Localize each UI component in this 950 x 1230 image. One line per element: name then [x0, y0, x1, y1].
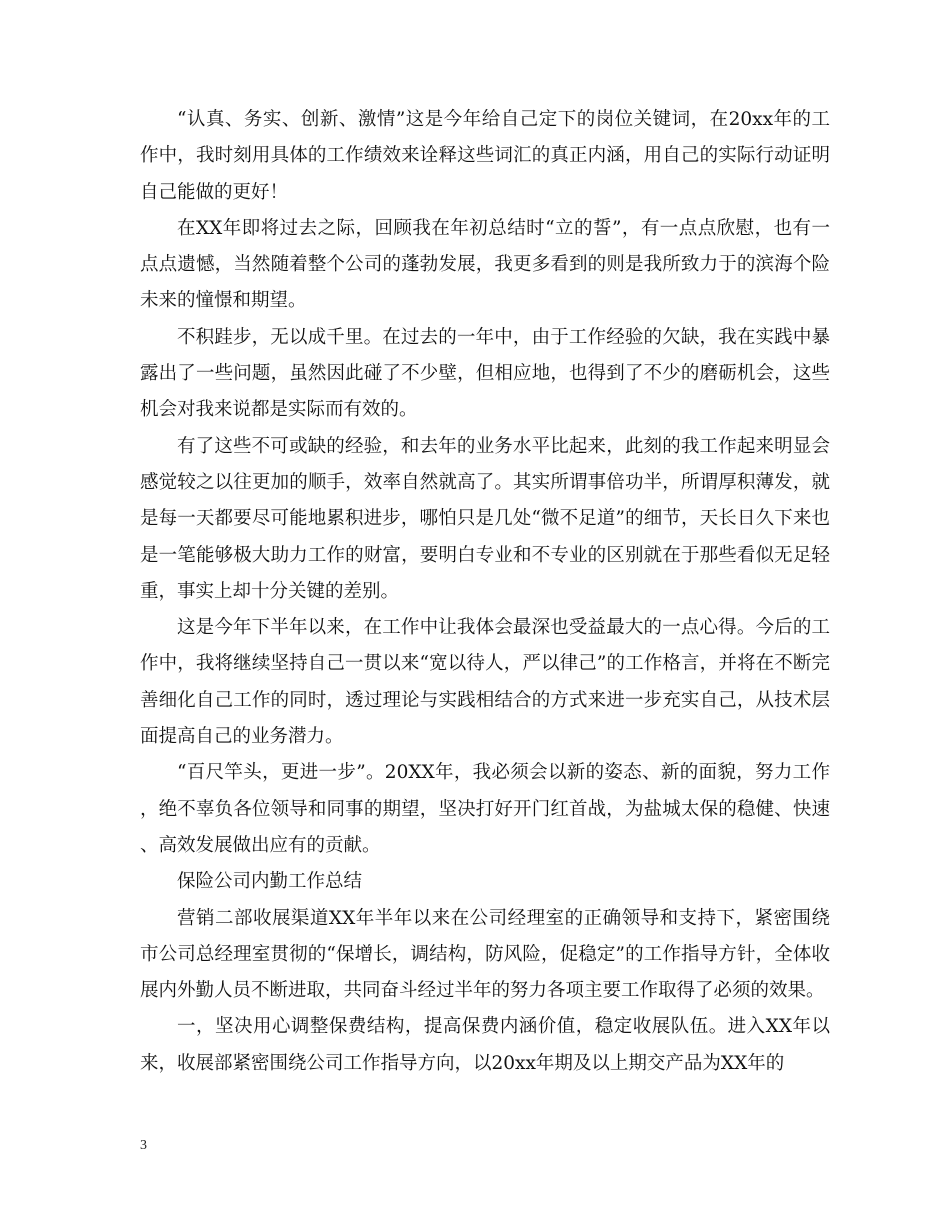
paragraph: 营销二部收展渠道XX年半年以来在公司经理室的正确领导和支持下，紧密围绕市公司总经理室贯彻的“保增长，调结构，防风险，促稳定”的工作指导方针，全体收展内外勤人员不断进取，共同奋斗经过半年的努力各项主要工作取得了必须的效果。 — [140, 907, 830, 1002]
document-body — [140, 102, 830, 1082]
paragraph: 一，坚决用心调整保费结构，提高保费内涵价值，稳定收展队伍。进入XX年以来，收展部紧密围绕公司工作指导方向，以20xx年期及以上期交产品为XX年的 — [140, 1016, 830, 1074]
paragraph: 在XX年即将过去之际，回顾我在年初总结时“立的誓”，有一点点欣慰，也有一点点遗憾，当然随着整个公司的蓬勃发展，我更多看到的则是我所致力于的滨海个险未来的憧憬和期望。 — [140, 217, 830, 312]
paragraph: “认真、务实、创新、激情”这是今年给自己定下的岗位关键词，在20xx年的工作中，我时刻用具体的工作绩效来诠释这些词汇的真正内涵，用自己的实际行动证明自己能做的更好！ — [140, 109, 830, 203]
paragraph: 不积跬步，无以成千里。在过去的一年中，由于工作经验的欠缺，我在实践中暴露出了一些问题，虽然因此碰了不少壁，但相应地，也得到了不少的磨砺机会，这些机会对我来说都是实际而有效的。 — [140, 326, 830, 421]
page-number: 3 — [140, 1138, 147, 1153]
paragraph: 这是今年下半年以来，在工作中让我体会最深也受益最大的一点心得。今后的工作中，我将继续坚持自己一贯以来“宽以待人，严以律己”的工作格言，并将在不断完善细化自己工作的同时，透过理论与实践相结合的方式来进一步充实自己，从技术层面提高自己的业务潜力。 — [140, 617, 830, 748]
section-heading: 保险公司内勤工作总结 — [177, 871, 363, 893]
paragraph: 有了这些不可或缺的经验，和去年的业务水平比起来，此刻的我工作起来明显会感觉较之以往更加的顺手，效率自然就高了。其实所谓事倍功半，所谓厚积薄发，就是每一天都要尽可能地累积进步，哪怕只是几处“微不足道”的细节，天长日久下来也是一笔能够极大助力工作的财富，要明白专业和不专业的区别就在于那些看似无足轻重，事实上却十分关键的差别。 — [140, 435, 830, 602]
paragraph: “百尺竿头，更进一步”。20XX年，我必须会以新的姿态、新的面貌，努力工作，绝不辜负各位领导和同事的期望，坚决打好开门红首战，为盐城太保的稳健、快速、高效发展做出应有的贡献。 — [140, 762, 830, 856]
